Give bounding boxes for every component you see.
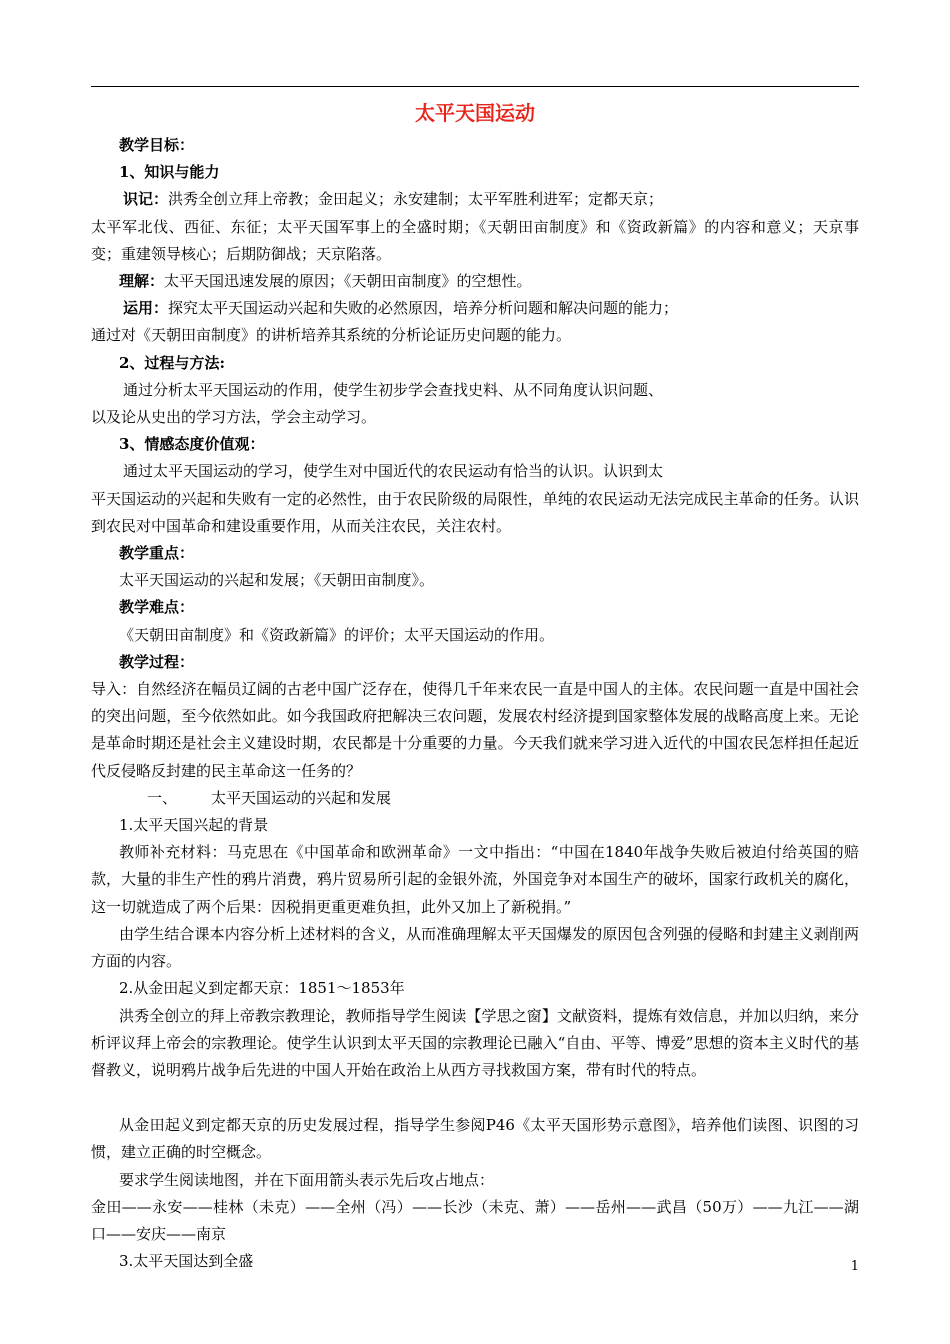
knowledge-heading: 1、知识与能力 xyxy=(119,163,220,182)
page-number: 1 xyxy=(850,1259,859,1274)
section-1-number: 一、 xyxy=(147,788,178,807)
section-1-heading xyxy=(91,785,859,812)
apply-text-2: 通过对《天朝田亩制度》的讲析培养其系统的分析论证历史问题的能力。 xyxy=(91,326,572,345)
process-heading: 教学过程： xyxy=(119,652,195,671)
understand-line xyxy=(91,268,859,295)
subsection-2-heading: 2.从金田起义到定都天京：1851～1853年 xyxy=(119,979,405,998)
goals-heading: 教学目标： xyxy=(119,136,195,154)
difficulty-heading: 教学难点： xyxy=(119,598,195,617)
subsection-3-heading: 3.太平天国达到全盛 xyxy=(119,1252,254,1271)
subsection-1-paragraph-1: 教师补充材料：马克思在《中国革命和欧洲革命》一文中指出：“中国在1840年战争失败后被迫付给英国的赔款，大量的非生产性的鸦片消费，鸦片贸易所引起的金银外流，外国竞争对本国生产的破坏，国家行政机关的腐化，这一切就造成了两个后果：因税捐更重更难负担，此外又加上了新税捐。” xyxy=(91,843,859,916)
key-points-text: 太平天国运动的兴起和发展；《天朝田亩制度》。 xyxy=(119,571,435,590)
route-text: 金田——永安——桂林（未克）——全州（冯）——长沙（未克、萧）——岳州——武昌（50万）——九江——湖口——安庆——南京 xyxy=(91,1197,859,1243)
intro-paragraph: 导入：自然经济在幅员辽阔的古老中国广泛存在，使得几千年来农民一直是中国人的主体。农民问题一直是中国社会的突出问题，至今依然如此。如今我国政府把解决三农问题，发展农村经济提到国家整体发展的战略高度上来。无论是革命时期还是社会主义建设时期，农民都是十分重要的力量。今天我们就来学习进入近代的中国农民怎样担任起近代反侵略反封建的民主革命这一任务的？ xyxy=(91,680,859,780)
method-heading: 2、过程与方法: xyxy=(119,353,225,372)
subsection-2-paragraph-2: 从金田起义到定都天京的历史发展过程，指导学生参阅P46《太平天国形势示意图》，培养他们读图、识图的习惯，建立正确的时空概念。 xyxy=(91,1116,859,1162)
recall-text-2: 太平军北伐、西征、东征；太平天国军事上的全盛时期；《天朝田亩制度》和《资政新篇》的内容和意义；天京事变；重建领导核心；后期防御战；天京陷落。 xyxy=(91,217,859,263)
method-text-1: 通过分析太平天国运动的作用，使学生初步学会查找史料、从不同角度认识问题、 xyxy=(123,380,664,399)
key-points-heading: 教学重点： xyxy=(119,544,195,563)
apply-label: 运用： xyxy=(123,299,169,318)
subsection-1-paragraph-2: 由学生结合课本内容分析上述材料的含义，从而准确理解太平天国爆发的原因包含列强的侵略和封建主义剥削两方面的内容。 xyxy=(91,924,859,971)
subsection-2-paragraph-3: 要求学生阅读地图，并在下面用箭头表示先后攻占地点： xyxy=(119,1170,495,1189)
paragraph-spacer xyxy=(91,1084,859,1112)
subsection-1-heading: 1.太平天国兴起的背景 xyxy=(119,816,269,835)
document-body xyxy=(91,96,859,1275)
apply-text-1: 探究太平天国运动兴起和失败的必然原因，培养分析问题和解决问题的能力； xyxy=(168,299,679,318)
apply-line xyxy=(91,295,859,322)
header-rule xyxy=(91,86,859,87)
understand-label: 理解： xyxy=(119,272,165,291)
method-text-2: 以及论从史出的学习方法，学会主动学习。 xyxy=(91,408,377,427)
document-title: 太平天国运动 xyxy=(415,101,535,125)
emotion-text-1: 通过太平天国运动的学习，使学生对中国近代的农民运动有恰当的认识。认识到太 xyxy=(123,462,664,481)
emotion-text-2: 平天国运动的兴起和失败有一定的必然性，由于农民阶级的局限性，单纯的农民运动无法完成民主革命的任务。认识到农民对中国革命和建设重要作用，从而关注农民，关注农村。 xyxy=(91,489,859,535)
recall-text-1: 洪秀全创立拜上帝教；金田起义；永安建制；太平军胜利进军；定都天京； xyxy=(168,190,664,209)
difficulty-text: 《天朝田亩制度》和《资政新篇》的评价；太平天国运动的作用。 xyxy=(119,625,555,644)
recall-label: 识记： xyxy=(123,190,169,209)
subsection-2-paragraph-1: 洪秀全创立的拜上帝教宗教理论，教师指导学生阅读【学思之窗】文献资料，提炼有效信息，并加以归纳，来分析评议拜上帝会的宗教理论。使学生认识到太平天国的宗教理论已融入“自由、平等、博爱”思想的资本主义时代的基督教义，说明鸦片战争后先进的中国人开始在政治上从西方寻找救国方案，带有时代的特点。 xyxy=(91,1006,859,1079)
recall-line xyxy=(91,186,859,213)
section-1-title: 太平天国运动的兴起和发展 xyxy=(211,788,392,807)
emotion-heading: 3、情感态度价值观： xyxy=(119,435,265,454)
understand-text: 太平天国迅速发展的原因；《天朝田亩制度》的空想性。 xyxy=(164,272,532,291)
